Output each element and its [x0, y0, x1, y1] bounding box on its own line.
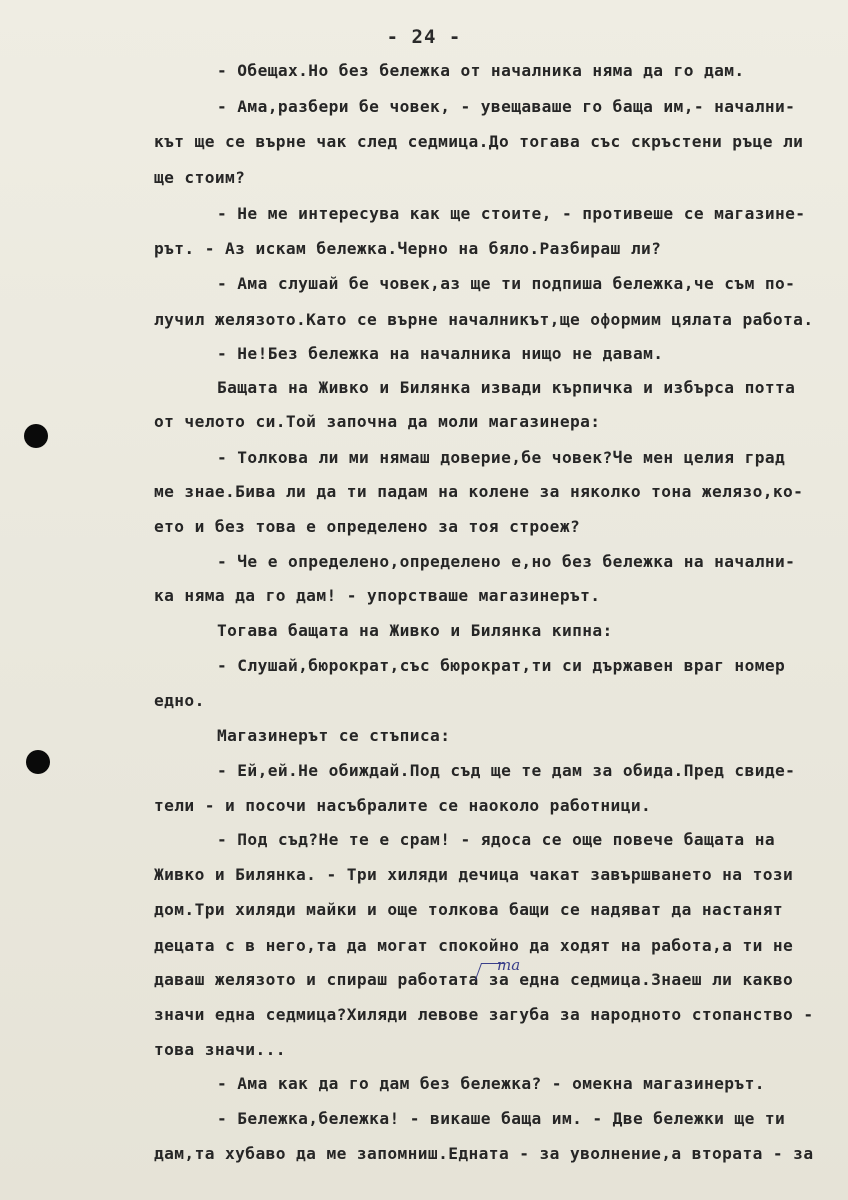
text-line: - Не!Без бележка на началника нищо не давам. [217, 344, 664, 363]
text-line: ще стоим? [154, 168, 246, 187]
text-line: - Под съд?Не те е срам! - ядоса се още повече бащата на [217, 830, 776, 849]
text-line: лучил желязото.Като се върне началникът,ще оформим цялата работа. [154, 310, 814, 329]
text-line: ето и без това е определено за тоя строеж? [154, 517, 581, 536]
text-line: това значи... [154, 1040, 286, 1059]
text-line: - Слушай,бюрократ,със бюрократ,ти си държавен враг номер [217, 656, 786, 675]
text-line: даваш желязото и спираш работата за една седмица.Знаеш ли какво [154, 970, 794, 989]
text-line: - Не ме интересува как ще стоите, - противеше се магазине- [217, 204, 806, 223]
text-line: значи една седмица?Хиляди левове загуба за народното стопанство - [154, 1005, 814, 1024]
text-line: - Ама как да го дам без бележка? - омекна магазинерът. [217, 1074, 765, 1093]
text-line: Тогава бащата на Живко и Билянка кипна: [217, 621, 613, 640]
text-line: от челото си.Той започна да моли магазинера: [154, 412, 601, 431]
text-line: - Че е определено,определено е,но без бележка на начални- [217, 552, 796, 571]
text-line: Живко и Билянка. - Три хиляди дечица чакат завършването на този [154, 865, 794, 884]
text-line: ка няма да го дам! - упорстваше магазинерът. [154, 586, 601, 605]
text-line: рът. - Аз искам бележка.Черно на бяло.Разбираш ли? [154, 239, 662, 258]
punch-hole [24, 424, 48, 448]
text-line: кът ще се върне чак след седмица.До тогава със скръстени ръце ли [154, 132, 804, 151]
text-line: - Ама слушай бе човек,аз ще ти подпиша бележка,че съм по- [217, 274, 796, 293]
text-line: едно. [154, 691, 205, 710]
handwritten-annotation: ma [497, 956, 521, 974]
text-line: - Ама,разбери бе човек, - увещаваше го баща им,- начални- [217, 97, 796, 116]
text-line: - Ей,ей.Не обиждай.Под съд ще те дам за обида.Пред свиде- [217, 761, 796, 780]
text-line: - Бележка,бележка! - викаше баща им. - Две бележки ще ти [217, 1109, 786, 1128]
text-line: Магазинерът се стъписа: [217, 726, 451, 745]
text-line: дом.Три хиляди майки и още толкова бащи се надяват да настанят [154, 900, 784, 919]
text-line: Бащата на Живко и Билянка извади кърпичка и избърса потта [217, 378, 796, 397]
text-line: - Толкова ли ми нямаш доверие,бе човек?Че мен целия град [217, 448, 786, 467]
text-line: дам,та хубаво да ме запомниш.Едната - за уволнение,а втората - за [154, 1144, 814, 1163]
text-line: децата с в него,та да могат спокойно да ходят на работа,а ти не [154, 936, 794, 955]
text-line: ме знае.Бива ли да ти падам на колене за няколко тона желязо,ко- [154, 482, 804, 501]
text-line: тели - и посочи насъбралите се наоколо работници. [154, 796, 652, 815]
punch-hole [26, 750, 50, 774]
page-number: - 24 - [386, 26, 462, 48]
text-line: - Обещах.Но без бележка от началника няма да го дам. [217, 61, 745, 80]
